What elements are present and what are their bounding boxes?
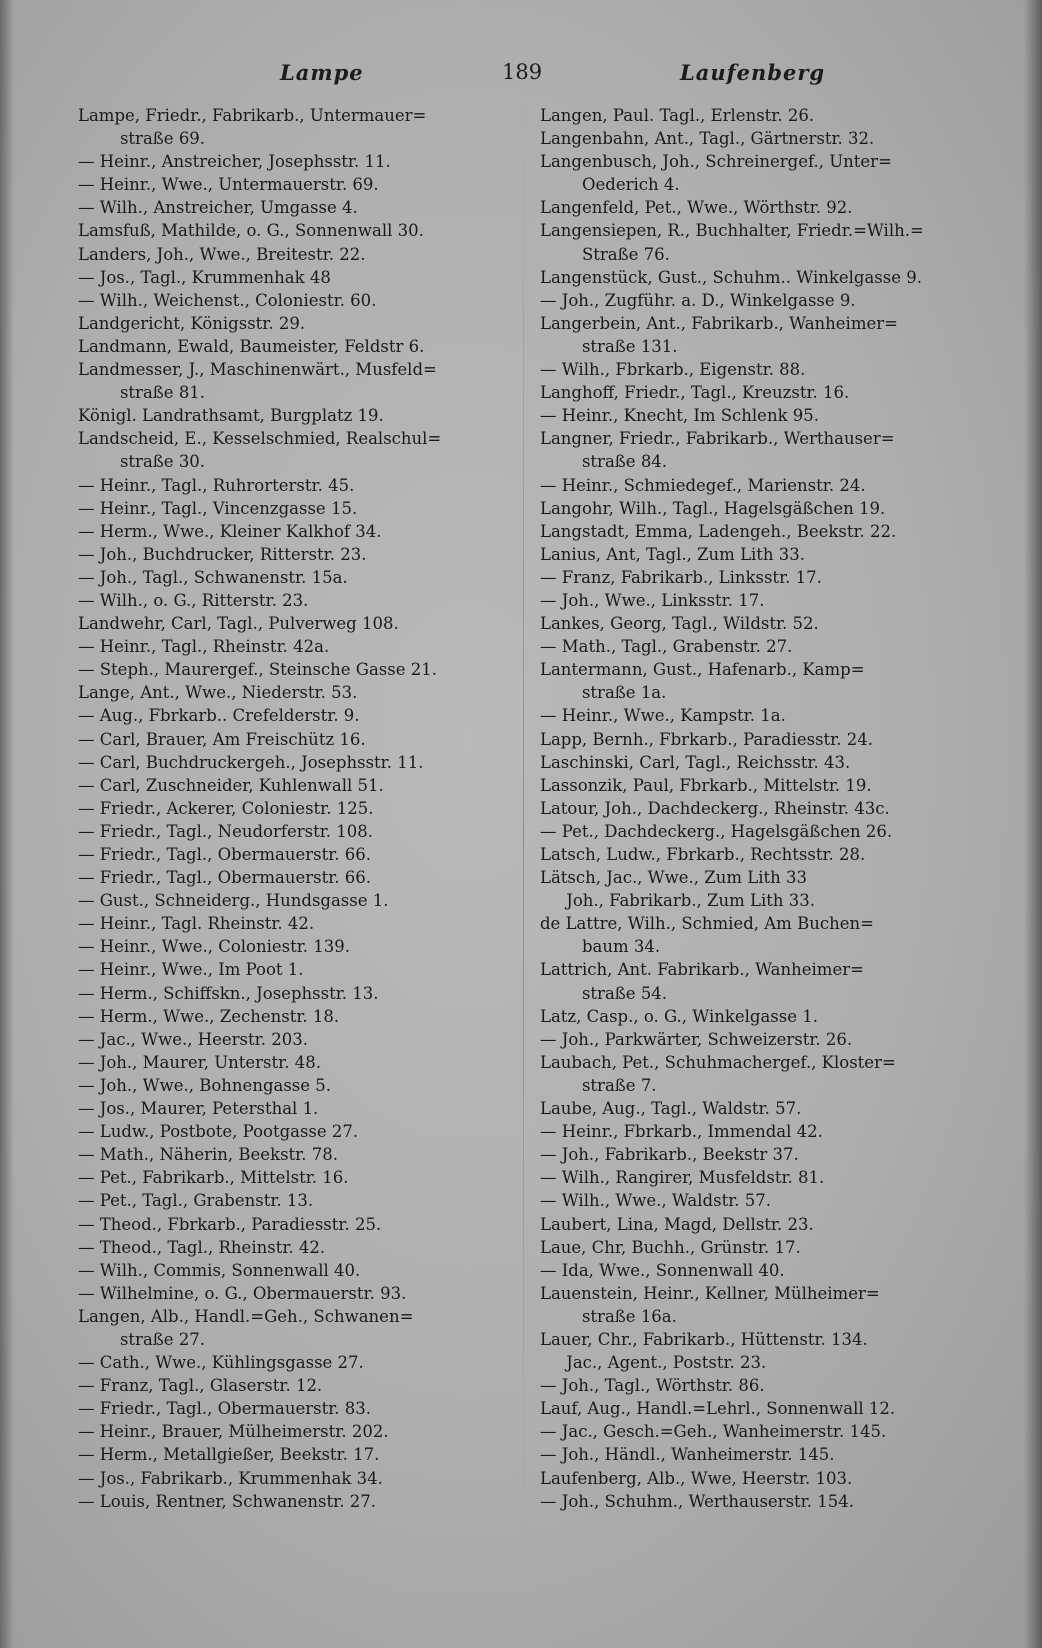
directory-entry-line: — Heinr., Wwe., Kampstr. 1a. [540,706,786,726]
directory-entry-line: — Heinr., Tagl., Rheinstr. 42a. [78,637,330,657]
directory-entry-line: Lanius, Ant, Tagl., Zum Lith 33. [540,544,806,564]
directory-entry-line: Langhoff, Friedr., Tagl., Kreuzstr. 16. [540,383,850,403]
directory-entry-line: — Heinr., Wwe., Untermauerstr. 69. [78,175,379,195]
directory-entry-line: — Friedr., Ackerer, Coloniestr. 125. [78,798,374,818]
column-divider [523,102,524,1562]
directory-entry-line: — Carl, Brauer, Am Freischütz 16. [78,729,366,749]
directory-entry-line: — Jos., Maurer, Petersthal 1. [78,1099,319,1119]
directory-entry-line: straße 27. [78,1329,206,1349]
directory-entry-line: — Carl, Zuschneider, Kuhlenwall 51. [78,775,384,795]
directory-entry-line: — Jos., Tagl., Krummenhak 48 [78,267,331,287]
directory-entry-line: — Pet., Dachdeckerg., Hagelsgäßchen 26. [540,821,893,841]
directory-entry-line: Langenbahn, Ant., Tagl., Gärtnerstr. 32. [540,129,875,149]
directory-entry-line: straße 131. [540,336,678,356]
directory-entry-line: — Ludw., Postbote, Pootgasse 27. [78,1122,359,1142]
directory-entry-line: — Wilh., Rangirer, Musfeldstr. 81. [540,1168,825,1188]
directory-entry-line: — Wilh., Commis, Sonnenwall 40. [78,1260,361,1280]
directory-entry-line: Jac., Agent., Poststr. 23. [540,1353,767,1373]
directory-entry-line: — Carl, Buchdruckergeh., Josephsstr. 11. [78,752,424,772]
directory-entry-line: — Joh., Tagl., Schwanenstr. 15a. [78,567,348,587]
directory-entry-line: Langstadt, Emma, Ladengeh., Beekstr. 22. [540,521,897,541]
directory-entry-line: Landmann, Ewald, Baumeister, Feldstr 6. [78,336,425,356]
directory-entry-line: — Herm., Wwe., Kleiner Kalkhof 34. [78,521,382,541]
directory-entry-line: — Friedr., Tagl., Obermauerstr. 66. [78,868,372,888]
directory-entry-line: Langenbusch, Joh., Schreinergef., Unter= [540,152,892,172]
directory-entry-line: Langenfeld, Pet., Wwe., Wörthstr. 92. [540,198,853,218]
directory-entry-line: Lauenstein, Heinr., Kellner, Mülheimer= [540,1283,880,1303]
directory-entry-line: — Heinr., Wwe., Im Poot 1. [78,960,304,980]
directory-entry-line: — Math., Näherin, Beekstr. 78. [78,1145,338,1165]
directory-entry-line: Laubert, Lina, Magd, Dellstr. 23. [540,1214,814,1234]
directory-entry-line: — Heinr., Anstreicher, Josephsstr. 11. [78,152,391,172]
directory-entry-line: Joh., Fabrikarb., Zum Lith 33. [540,891,816,911]
directory-entry-line: — Heinr., Tagl., Vincenzgasse 15. [78,498,358,518]
directory-entry-line: Latz, Casp., o. G., Winkelgasse 1. [540,1006,818,1026]
directory-entry-line: straße 84. [540,452,668,472]
directory-entry-line: — Joh., Händl., Wanheimerstr. 145. [540,1445,835,1465]
directory-entry-line: — Pet., Tagl., Grabenstr. 13. [78,1191,314,1211]
directory-entry-line: Lattrich, Ant. Fabrikarb., Wanheimer= [540,960,864,980]
directory-entry-line: straße 16a. [540,1306,677,1326]
left-column [78,104,518,1513]
directory-entry-line: — Jac., Gesch.=Geh., Wanheimerstr. 145. [540,1422,887,1442]
directory-entry-line: Königl. Landrathsamt, Burgplatz 19. [78,406,384,426]
directory-entry-line: Lange, Ant., Wwe., Niederstr. 53. [78,683,358,703]
directory-entry-line: — Wilh., o. G., Ritterstr. 23. [78,590,309,610]
directory-entry-line: Lassonzik, Paul, Fbrkarb., Mittelstr. 19. [540,775,872,795]
directory-entry-line: — Friedr., Tagl., Neudorferstr. 108. [78,821,374,841]
directory-entry-line: Langenstück, Gust., Schuhm.. Winkelgasse 9. [540,267,922,287]
directory-entry-line: — Joh., Parkwärter, Schweizerstr. 26. [540,1029,853,1049]
page-left-edge-shadow [0,0,14,1648]
directory-entry-line: baum 34. [540,937,661,957]
directory-entry-line: — Heinr., Brauer, Mülheimerstr. 202. [78,1422,389,1442]
directory-entry-line: — Heinr., Schmiedegef., Marienstr. 24. [540,475,866,495]
directory-entry-line: — Heinr., Tagl., Ruhrorterstr. 45. [78,475,355,495]
directory-entry-line: Langohr, Wilh., Tagl., Hagelsgäßchen 19. [540,498,886,518]
directory-entry-line: Langen, Paul. Tagl., Erlenstr. 26. [540,106,815,125]
directory-entry-line: — Jos., Fabrikarb., Krummenhak 34. [78,1468,383,1488]
directory-entry-line: Latsch, Ludw., Fbrkarb., Rechtsstr. 28. [540,845,866,864]
directory-entry-line: — Joh., Maurer, Unterstr. 48. [78,1052,321,1072]
directory-entry-line: Lantermann, Gust., Hafenarb., Kamp= [540,660,865,680]
directory-entry-line: Laubach, Pet., Schuhmachergef., Kloster= [540,1052,896,1072]
directory-entry-line: — Aug., Fbrkarb.. Crefelderstr. 9. [78,706,360,726]
directory-entry-line: straße 54. [540,983,668,1003]
directory-entry-line: Langerbein, Ant., Fabrikarb., Wanheimer= [540,313,898,333]
directory-entry-line: — Herm., Schiffskn., Josephsstr. 13. [78,983,379,1003]
directory-entry-line: — Franz, Tagl., Glaserstr. 12. [78,1376,323,1396]
directory-entry-line: straße 1a. [540,683,667,703]
directory-entry-line: — Math., Tagl., Grabenstr. 27. [540,637,793,657]
header-left-word: Lampe [280,60,364,85]
directory-entry-line: — Heinr., Knecht, Im Schlenk 95. [540,406,820,426]
directory-entry-line: — Gust., Schneiderg., Hundsgasse 1. [78,891,389,911]
directory-entry-line: Lampe, Friedr., Fabrikarb., Untermauer= [78,106,427,125]
directory-entry-line: Oederich 4. [540,175,680,195]
right-column [540,104,982,1513]
directory-entry-line: — Ida, Wwe., Sonnenwall 40. [540,1260,785,1280]
directory-entry-line: Langen, Alb., Handl.=Geh., Schwanen= [78,1306,414,1326]
directory-entry-line: — Joh., Zugführ. a. D., Winkelgasse 9. [540,290,856,310]
directory-entry-line: — Cath., Wwe., Kühlingsgasse 27. [78,1353,364,1373]
page-right-edge-shadow [1024,0,1042,1648]
directory-entry-line: — Heinr., Wwe., Coloniestr. 139. [78,937,351,957]
directory-entry-line: — Wilh., Wwe., Waldstr. 57. [540,1191,772,1211]
directory-entry-line: Laschinski, Carl, Tagl., Reichsstr. 43. [540,752,851,772]
directory-entry-line: — Herm., Metallgießer, Beekstr. 17. [78,1445,380,1465]
directory-entry-line: — Wilhelmine, o. G., Obermauerstr. 93. [78,1283,407,1303]
directory-entry-line: — Joh., Tagl., Wörthstr. 86. [540,1376,765,1396]
directory-entry-line: Lauf, Aug., Handl.=Lehrl., Sonnenwall 12. [540,1399,896,1419]
directory-entry-line: — Friedr., Tagl., Obermauerstr. 83. [78,1399,372,1419]
directory-entry-line: Langensiepen, R., Buchhalter, Friedr.=Wilh.= [540,221,924,241]
directory-entry-line: — Joh., Fabrikarb., Beekstr 37. [540,1145,799,1165]
directory-entry-line: Lauer, Chr., Fabrikarb., Hüttenstr. 134. [540,1329,868,1349]
directory-entry-line: Landmesser, J., Maschinenwärt., Musfeld= [78,360,437,380]
directory-entry-line: — Joh., Wwe., Bohnengasse 5. [78,1075,332,1095]
directory-entry-line: Lamsfuß, Mathilde, o. G., Sonnenwall 30. [78,221,424,241]
directory-entry-line: Straße 76. [540,244,670,264]
directory-entry-line: straße 81. [78,383,206,403]
directory-entry-line: — Joh., Wwe., Linksstr. 17. [540,590,765,610]
page-number: 189 [502,60,543,84]
directory-entry-line: — Louis, Rentner, Schwanenstr. 27. [78,1491,376,1511]
directory-entry-line: — Steph., Maurergef., Steinsche Gasse 21. [78,660,437,680]
directory-entry-line: — Wilh., Fbrkarb., Eigenstr. 88. [540,360,806,380]
directory-entry-line: — Wilh., Anstreicher, Umgasse 4. [78,198,358,218]
directory-entry-line: Langner, Friedr., Fabrikarb., Werthauser= [540,429,895,449]
header-right-word: Laufenberg [680,60,826,85]
directory-entry-line: — Pet., Fabrikarb., Mittelstr. 16. [78,1168,349,1188]
directory-entry-line: — Jac., Wwe., Heerstr. 203. [78,1029,308,1049]
directory-entry-line: — Joh., Buchdrucker, Ritterstr. 23. [78,544,367,564]
directory-entry-line: — Heinr., Tagl. Rheinstr. 42. [78,914,315,934]
directory-entry-line: Landscheid, E., Kesselschmied, Realschul= [78,429,442,449]
directory-entry-line: Laufenberg, Alb., Wwe, Heerstr. 103. [540,1468,853,1488]
directory-entry-line: Laube, Aug., Tagl., Waldstr. 57. [540,1099,802,1119]
directory-entry-line: — Friedr., Tagl., Obermauerstr. 66. [78,845,372,864]
directory-entry-line: — Herm., Wwe., Zechenstr. 18. [78,1006,340,1026]
directory-entry-line: straße 69. [78,129,206,149]
directory-entry-line: straße 30. [78,452,206,472]
directory-entry-line: — Heinr., Fbrkarb., Immendal 42. [540,1122,823,1142]
directory-entry-line: Lankes, Georg, Tagl., Wildstr. 52. [540,614,819,634]
directory-entry-line: Landwehr, Carl, Tagl., Pulverweg 108. [78,614,399,634]
page-header [70,60,990,92]
directory-entry-line: — Joh., Schuhm., Werthauserstr. 154. [540,1491,854,1511]
directory-entry-line: Laue, Chr, Buchh., Grünstr. 17. [540,1237,801,1257]
directory-entry-line: de Lattre, Wilh., Schmied, Am Buchen= [540,914,874,934]
directory-entry-line: — Franz, Fabrikarb., Linksstr. 17. [540,567,822,587]
directory-entry-line: Landgericht, Königsstr. 29. [78,313,306,333]
directory-entry-line: — Theod., Tagl., Rheinstr. 42. [78,1237,326,1257]
directory-entry-line: Lätsch, Jac., Wwe., Zum Lith 33 [540,868,807,888]
directory-entry-line: straße 7. [540,1075,657,1095]
directory-entry-line: Latour, Joh., Dachdeckerg., Rheinstr. 43c. [540,798,890,818]
directory-entry-line: — Theod., Fbrkarb., Paradiesstr. 25. [78,1214,382,1234]
directory-entry-line: Lapp, Bernh., Fbrkarb., Paradiesstr. 24. [540,729,873,749]
directory-entry-line: — Wilh., Weichenst., Coloniestr. 60. [78,290,377,310]
directory-entry-line: Landers, Joh., Wwe., Breitestr. 22. [78,244,366,264]
